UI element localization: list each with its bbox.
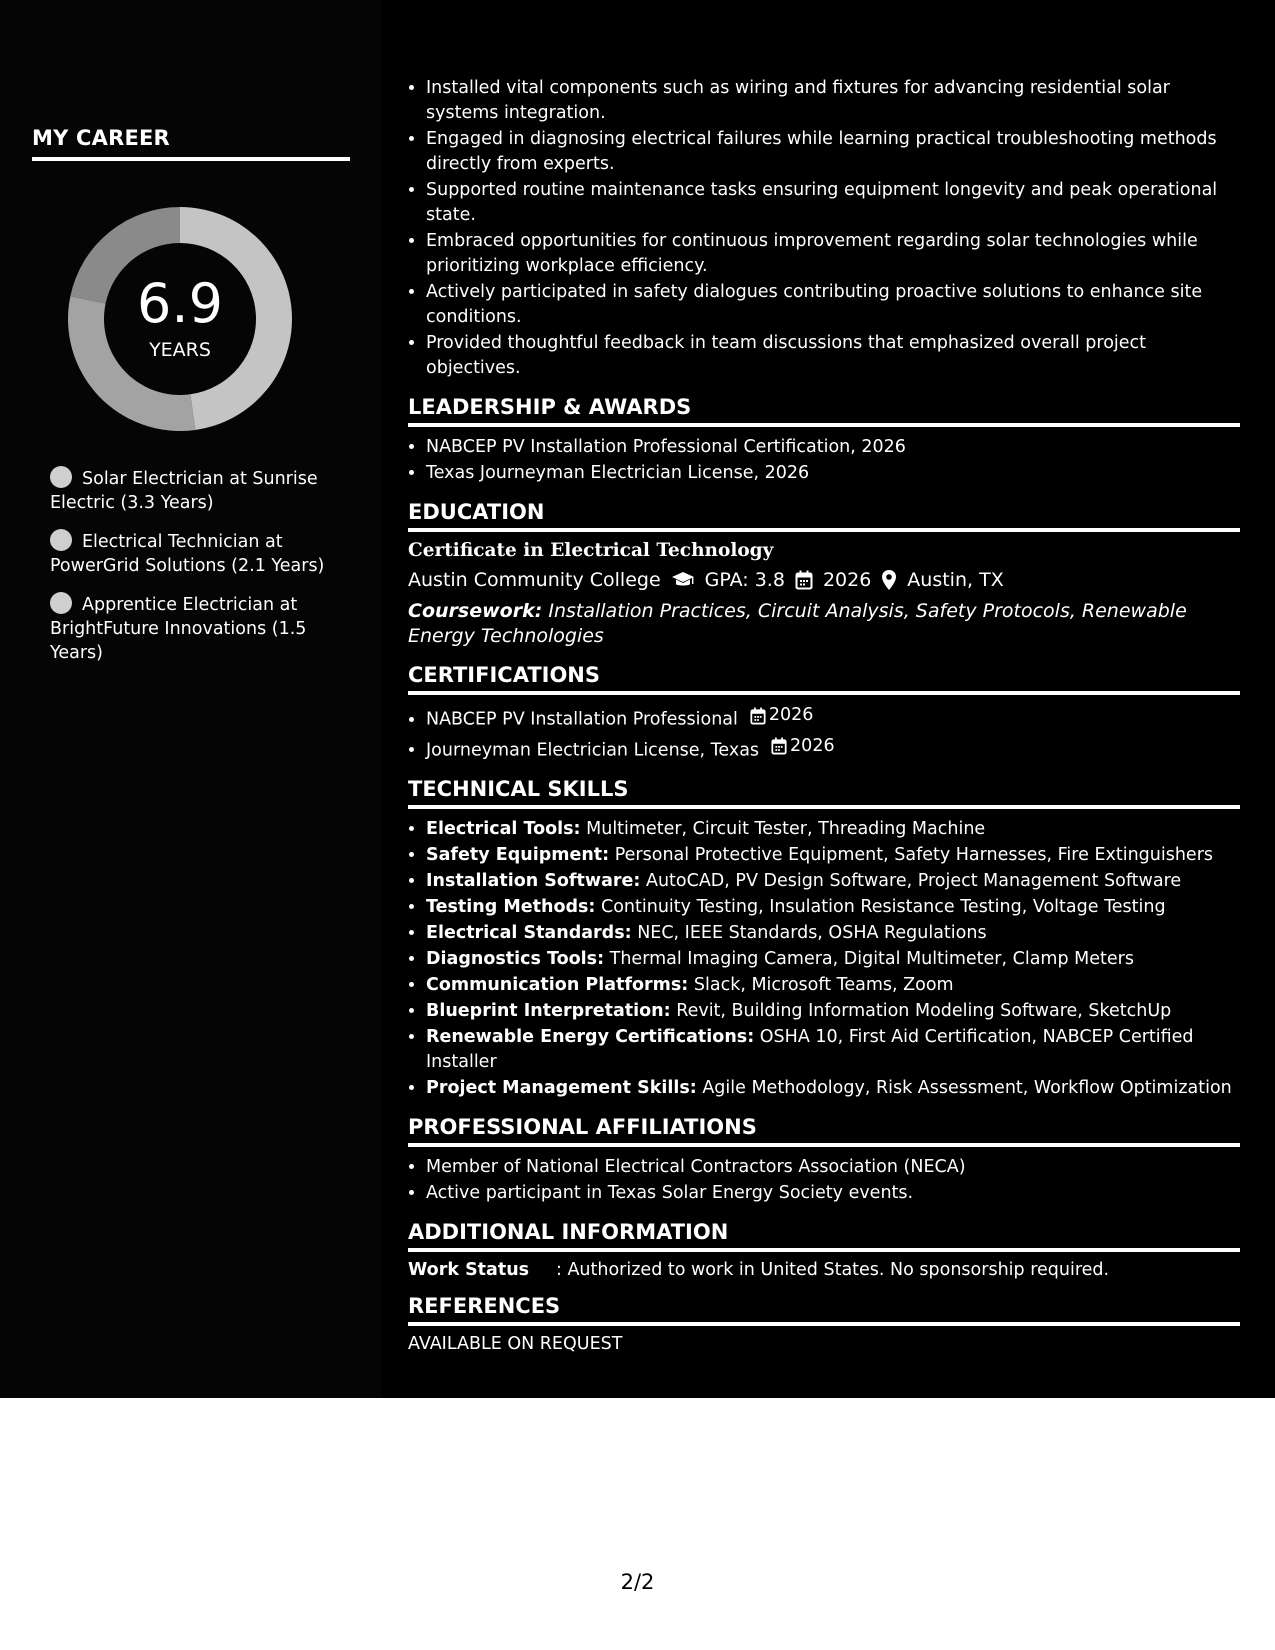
education-details	[408, 567, 1240, 593]
skill-item	[426, 869, 1240, 894]
total-years-unit: YEARS	[149, 339, 211, 361]
skill-value: OSHA 10, First Aid Certification, NABCEP Certified Installer	[426, 1027, 1194, 1072]
skill-label: Testing Methods:	[426, 897, 596, 917]
career-list	[50, 466, 335, 679]
certification-date: 2026	[790, 735, 835, 756]
career-item-label: Electrical Technician at PowerGrid Solutions (2.1 Years)	[50, 532, 325, 576]
calendar-icon	[750, 707, 766, 725]
skill-item	[426, 895, 1240, 920]
list-item: • Supported routine maintenance tasks ensuring equipment longevity and peak operational state.	[426, 178, 1240, 228]
school-name: Austin Community College	[408, 569, 661, 591]
certifications-list	[408, 703, 1240, 763]
graduation-cap-icon	[671, 571, 695, 589]
list-item: • Actively participated in safety dialogues contributing proactive solutions to enhance site conditions.	[426, 280, 1240, 330]
calendar-icon	[771, 737, 787, 755]
list-item: • Member of National Electrical Contractors Association (NECA)	[426, 1155, 1240, 1180]
gpa-value: GPA: 3.8	[704, 569, 785, 591]
skill-value: Revit, Building Information Modeling Software, SketchUp	[676, 1001, 1172, 1021]
skill-value: Thermal Imaging Camera, Digital Multimeter, Clamp Meters	[609, 949, 1134, 969]
coursework	[408, 599, 1240, 649]
bullet-dot-icon	[50, 466, 72, 488]
main-content	[408, 76, 1240, 1354]
affiliations-list	[408, 1155, 1240, 1206]
skill-item	[426, 1076, 1240, 1101]
total-years-value: 6.9	[137, 272, 223, 335]
skill-item	[426, 999, 1240, 1024]
degree-title: Certificate in Electrical Technology	[408, 540, 774, 561]
career-item	[50, 592, 335, 665]
skill-item	[426, 973, 1240, 998]
certification-name: NABCEP PV Installation Professional	[426, 709, 738, 730]
skill-value: Agile Methodology, Risk Assessment, Workflow Optimization	[702, 1078, 1232, 1098]
list-item: • Engaged in diagnosing electrical failures while learning practical troubleshooting methods directly from experts.	[426, 127, 1240, 177]
graduation-year: 2026	[822, 569, 872, 591]
career-item-label: Solar Electrician at Sunrise Electric (3.3 Years)	[50, 469, 318, 513]
experience-bullets	[408, 76, 1240, 381]
certification-date: 2026	[768, 705, 814, 725]
education-heading: EDUCATION	[408, 500, 1240, 532]
skill-item	[426, 1025, 1240, 1075]
skill-value: NEC, IEEE Standards, OSHA Regulations	[637, 923, 987, 943]
work-status-label: Work Status	[408, 1260, 530, 1280]
list-item: • Embraced opportunities for continuous improvement regarding solar technologies while prioritizing workplace efficiency.	[426, 229, 1240, 279]
certification-name: Journeyman Electrician License, Texas	[426, 740, 760, 760]
leadership-heading: LEADERSHIP & AWARDS	[408, 395, 1240, 427]
skill-item	[426, 921, 1240, 946]
work-status-value: : Authorized to work in United States. No sponsorship required.	[556, 1260, 1110, 1280]
skill-label: Blueprint Interpretation:	[426, 1001, 671, 1021]
skill-label: Project Management Skills:	[426, 1078, 697, 1098]
sidebar	[0, 0, 381, 1398]
skill-label: Electrical Tools:	[426, 819, 581, 839]
bullet-dot-icon	[50, 592, 72, 614]
career-item	[50, 466, 335, 515]
skill-item	[426, 817, 1240, 842]
school-location: Austin, TX	[907, 569, 1004, 591]
skill-label: Electrical Standards:	[426, 923, 632, 943]
bullet-dot-icon	[50, 529, 72, 551]
coursework-label: Coursework:	[408, 600, 543, 622]
skills-list	[408, 817, 1240, 1101]
references-heading: REFERENCES	[408, 1294, 1240, 1326]
skill-label: Diagnostics Tools:	[426, 949, 605, 969]
list-item: • Provided thoughtful feedback in team discussions that emphasized overall project objectives.	[426, 331, 1240, 381]
list-item	[426, 734, 1240, 764]
list-item	[426, 703, 1240, 733]
skill-value: Slack, Microsoft Teams, Zoom	[693, 975, 954, 995]
skill-value: Multimeter, Circuit Tester, Threading Machine	[586, 819, 986, 839]
skill-item	[426, 843, 1240, 868]
calendar-icon	[795, 570, 813, 590]
leadership-list	[408, 435, 1240, 486]
skill-label: Communication Platforms:	[426, 975, 689, 995]
page-number: 2/2	[620, 1570, 655, 1594]
skill-value: Personal Protective Equipment, Safety Harnesses, Fire Extinguishers	[614, 845, 1214, 865]
references-text: AVAILABLE ON REQUEST	[408, 1334, 623, 1354]
list-item: • Active participant in Texas Solar Energy Society events.	[426, 1181, 1240, 1206]
work-status-row	[408, 1260, 1240, 1280]
certifications-heading: CERTIFICATIONS	[408, 663, 1240, 695]
skill-value: AutoCAD, PV Design Software, Project Management Software	[645, 871, 1182, 891]
list-item: • Texas Journeyman Electrician License, 2026	[426, 461, 1240, 486]
additional-heading: ADDITIONAL INFORMATION	[408, 1220, 1240, 1252]
list-item: • NABCEP PV Installation Professional Certification, 2026	[426, 435, 1240, 460]
skill-item	[426, 947, 1240, 972]
list-item: • Installed vital components such as wiring and fixtures for advancing residential solar systems integration.	[426, 76, 1240, 126]
skill-label: Renewable Energy Certifications:	[426, 1027, 755, 1047]
career-item-label: Apprentice Electrician at BrightFuture Innovations (1.5 Years)	[50, 595, 307, 663]
career-title: MY CAREER	[32, 126, 170, 150]
location-pin-icon	[881, 569, 897, 591]
affiliations-heading: PROFESSIONAL AFFILIATIONS	[408, 1115, 1240, 1147]
skill-label: Safety Equipment:	[426, 845, 610, 865]
skill-label: Installation Software:	[426, 871, 641, 891]
coursework-list: Installation Practices, Circuit Analysis, Safety Protocols, Renewable Energy Technologies	[408, 600, 1187, 647]
skill-value: Continuity Testing, Insulation Resistance Testing, Voltage Testing	[601, 897, 1166, 917]
skills-heading: TECHNICAL SKILLS	[408, 777, 1240, 809]
career-title-rule	[32, 157, 350, 161]
career-item	[50, 529, 335, 578]
